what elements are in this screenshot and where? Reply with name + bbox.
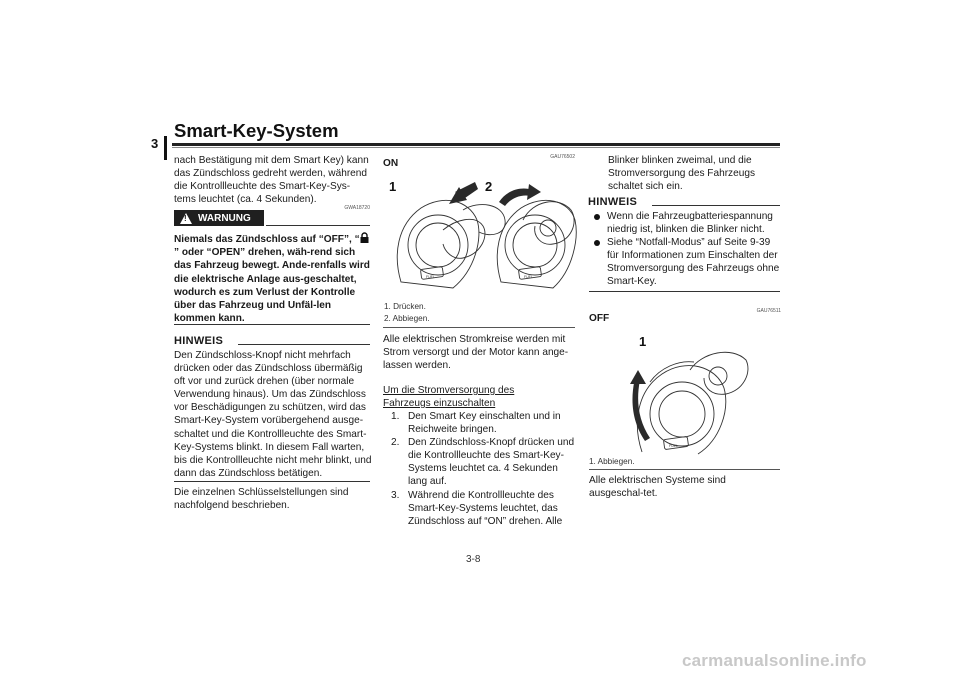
on-heading: ON [383,158,399,169]
figure-rule-off [589,469,780,470]
intro-text: nach Bestätigung mit dem Smart Key) kann das Zündschloss gedreht werden, während die Kontrollleuchte des Smart-Key-Sys-tems leuchtet (ca. 4 Sekunden). [174,155,369,206]
page-title: Smart-Key-System [174,120,339,141]
note-end-rule-2 [589,291,780,292]
svg-text:FUEL: FUEL [669,444,678,448]
note-bullets [589,210,781,289]
turn-arrow-icon [499,184,541,206]
continued-text: Blinker blinken zweimal, und die Stromversorgung des Fahrzeugs schaltet sich ein. [608,155,755,193]
warning-code: GWA18720 [344,205,370,211]
figure-label-1: 1 [389,179,397,194]
warning-end-rule [174,324,370,325]
caption-1: 1. Drücken. [384,302,426,311]
on-steps-list [391,410,577,528]
list-item: Siehe “Notfall-Modus” auf Seite 9-39 für Informationen zum Einschalten der Stromversorgung des Fahrzeugs ohne Smart-Key. [589,236,781,288]
header-rule [172,143,780,146]
figure-label-2: 2 [485,179,493,194]
caption-off: 1. Abbiegen. [589,457,635,466]
note-text: Den Zündschloss-Knopf nicht mehrfach drücken oder das Zündschloss übermäßig oft vor und zurück drehen (über normale Verwendung hinaus). Um das Zündschloss vor Beschädigungen zu schützen, wird das Smart-Key-System vorübergehend ausge-schaltet und die Kontrollleuchte des Smart-Key-Systems blinkt. In diesem Fall warten, bis die Kontrollleuchte nicht mehr blinkt, und dann das Zündschloss betätigen. [174,350,372,479]
list-item: 3. Während die Kontrollleuchte des Smart-Key-Systems leuchtet, das Zündschloss auf “ON” drehen. Alle [391,489,563,527]
header-rule-thin [172,147,780,148]
note-title: HINWEIS [174,335,224,347]
svg-text:FUEL: FUEL [426,275,435,279]
svg-text:FUEL: FUEL [524,275,533,279]
list-item: 1. Den Smart Key einschalten und in Reichweite bringen. [391,411,561,436]
note-end-rule [174,481,370,482]
note-rule [238,344,370,345]
off-code: GAU76511 [756,308,781,314]
chapter-marker [164,136,167,160]
list-item: Wenn die Fahrzeugbatteriespannung niedrig ist, blinken die Blinker nicht. [589,210,781,236]
warning-triangle-icon [180,213,192,224]
list-item: 2. Den Zündschloss-Knopf drücken und die Kontrollleuchte des Smart-Key-Systems leuchtet ca. 4 Sekunden lang auf. [391,437,575,488]
figure-rule [383,327,575,328]
watermark: carmanualsonline.info [682,651,867,670]
on-subheading: Um die Stromversorgung des Fahrzeugs einzuschalten [383,385,515,410]
push-arrow-icon [449,182,478,204]
warning-text-start: Niemals das Zündschloss auf “OFF”, “ [174,234,360,245]
ignition-on-illustration [383,170,577,298]
padlock-icon [360,232,369,243]
warning-label-box [174,210,264,226]
page-number: 3-8 [466,554,481,565]
warning-text-end: ” oder “OPEN” drehen, wäh-rend sich das Fahrzeug bewegt. Ande-renfalls wird die elektrische Anlage aus-geschaltet, wodurch es zum Verlust der Kontrolle über das Fahrzeug und Unfäl-len kommen kann. [174,247,370,325]
on-paragraph: Alle elektrischen Stromkreise werden mit Strom versorgt und der Motor kann ange-lassen werden. [383,334,569,372]
off-paragraph: Alle elektrischen Systeme sind ausgeschal-tet. [589,475,726,500]
note-rule-2 [652,205,780,206]
warning-text [174,232,372,325]
note-title-2: HINWEIS [588,196,638,208]
warning-label: WARNUNG [198,212,251,224]
off-heading: OFF [589,313,610,324]
figure-label-off-1: 1 [639,334,647,349]
on-code: GAU76502 [550,154,575,160]
warning-rule [266,225,370,226]
caption-2: 2. Abbiegen. [384,314,430,323]
outro-text: Die einzelnen Schlüsselstellungen sind nachfolgend beschrieben. [174,487,349,512]
chapter-number: 3 [151,136,159,151]
